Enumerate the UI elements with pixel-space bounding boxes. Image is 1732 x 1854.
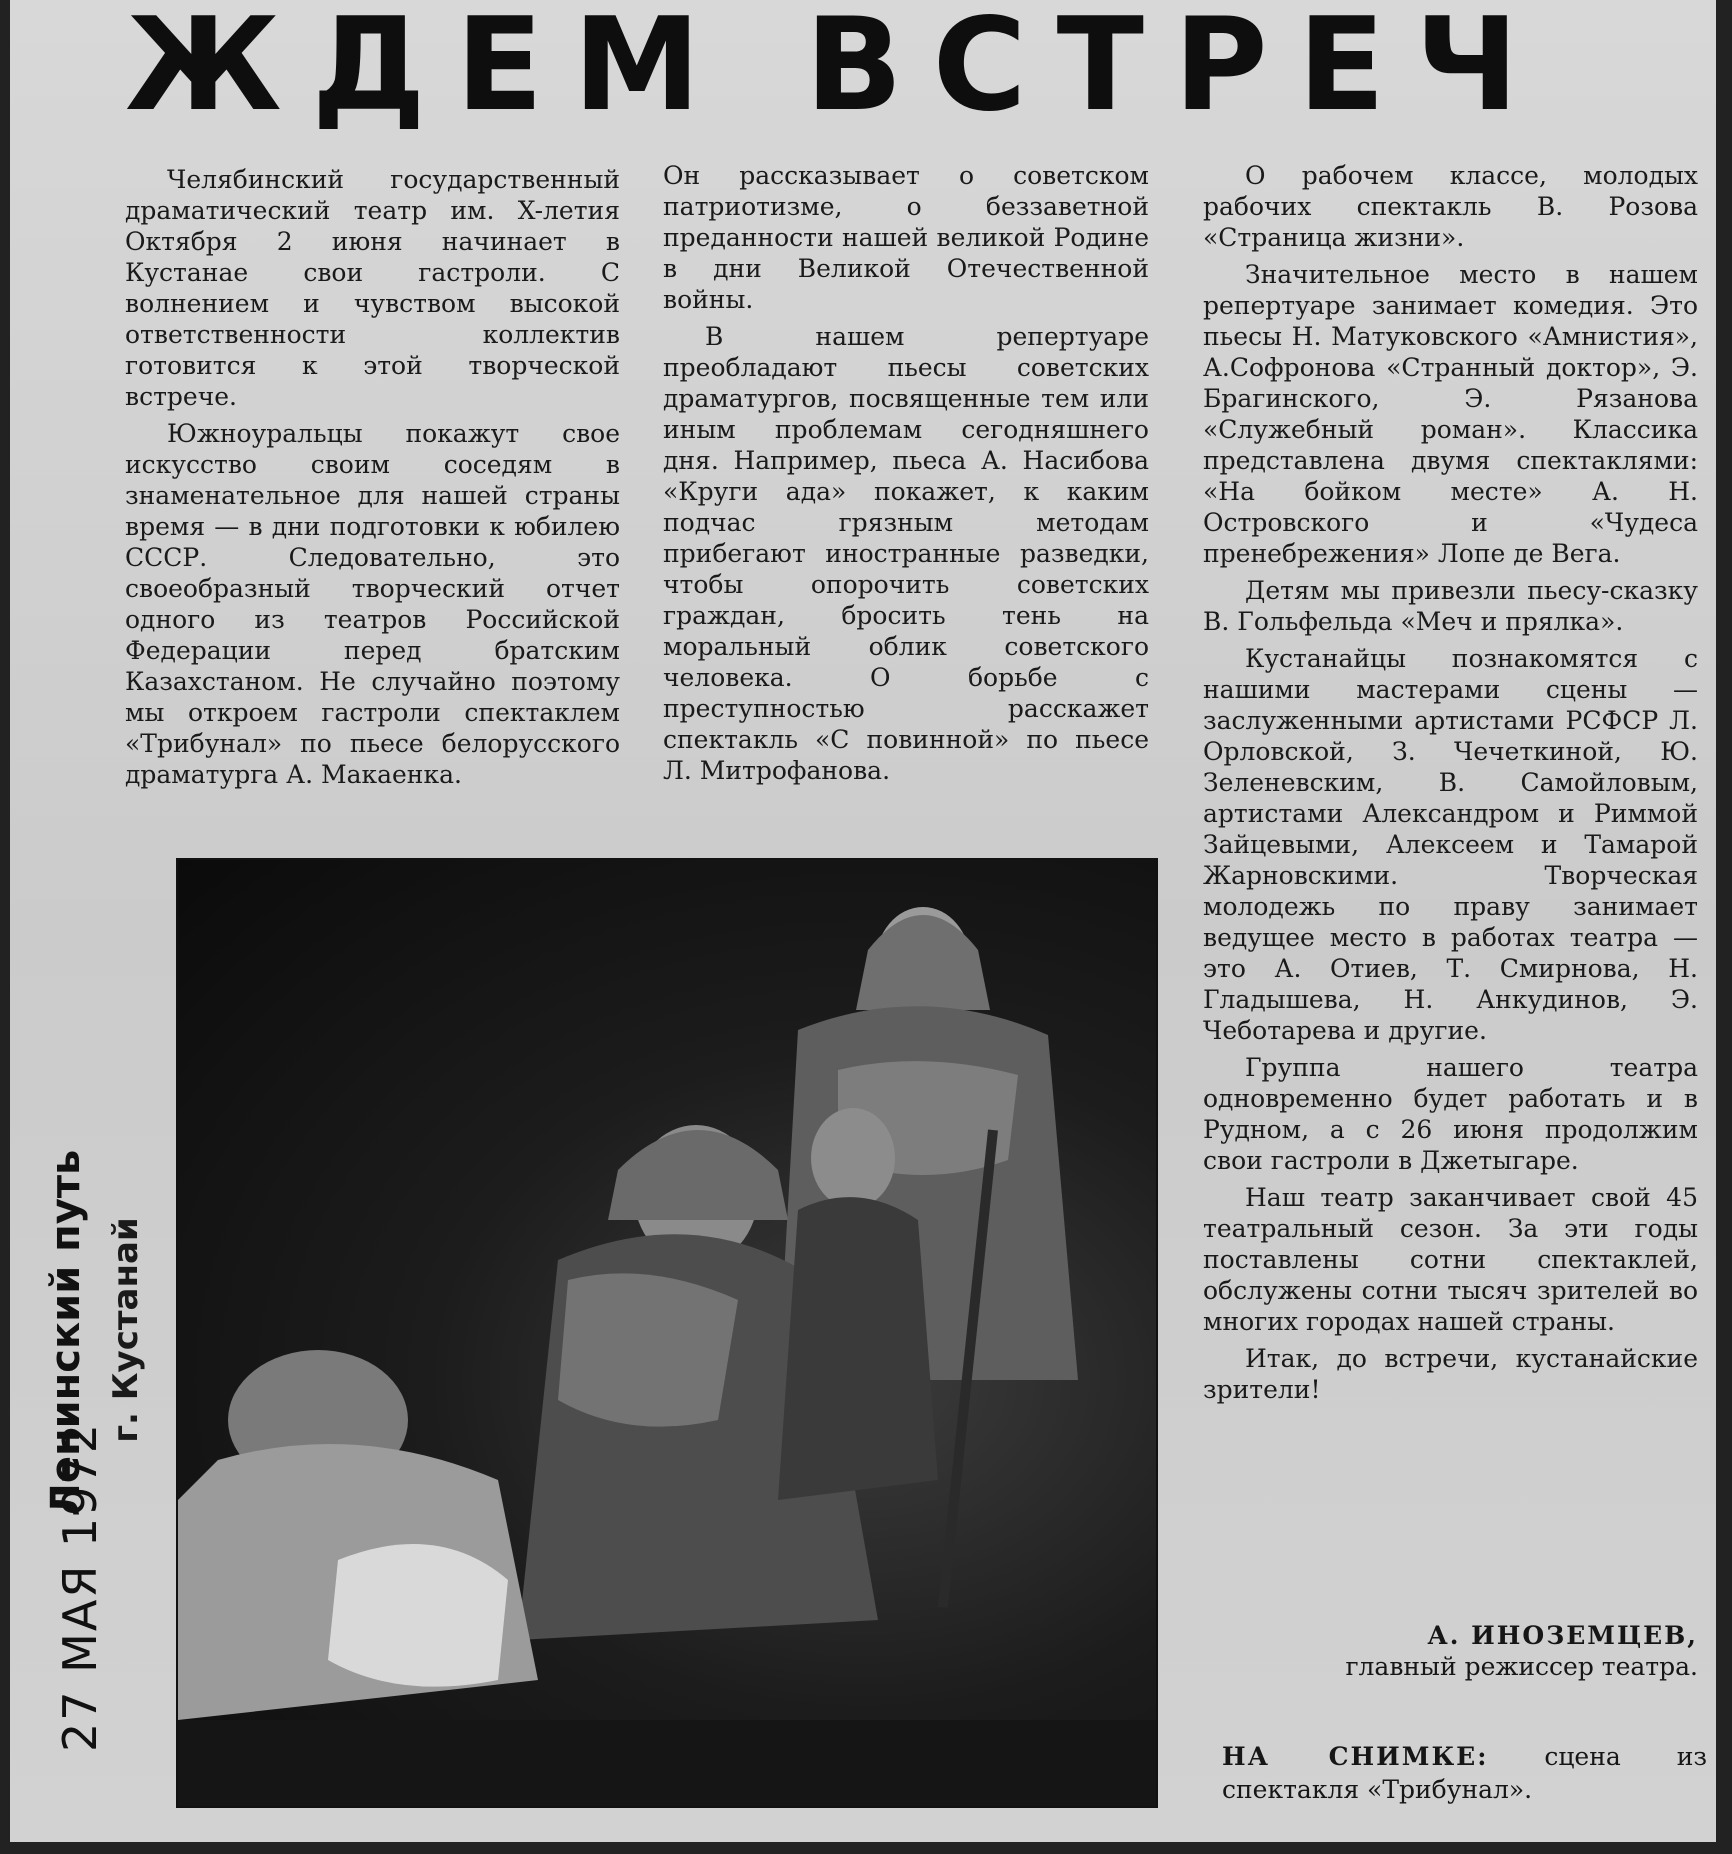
paragraph: Наш театр заканчивает свой 45 театральный сезон. За эти годы поставлены сотни спектаклей, обслужены сотни тысяч зрителей во многих городах нашей страны. [1203, 1183, 1698, 1336]
shawl [558, 1273, 738, 1426]
paragraph: Значительное место в нашем репертуаре занимает комедия. Это пьесы Н. Матуковского «Амнистия», А.Софронова «Странный доктор», Э. Брагинского, Э. Рязанова «Служебный роман». Классика представлена двумя спектаклями: «На бойком месте» А. Н. Островского и «Чудеса пренебрежения» Лопе де Вега. [1203, 260, 1698, 568]
bottom-edge-shadow [0, 1842, 1732, 1854]
date-stamp: 27 МАЯ 1972 [53, 1422, 107, 1752]
stage-floor [178, 1720, 1156, 1806]
photo-caption [1222, 1740, 1707, 1806]
paragraph: В нашем репертуаре преобладают пьесы советских драматургов, посвященные тем или иным проблемам сегодняшнего дня. Например, пьеса А. Насибова «Круги ада» покажет, к каким подчас грязным методам прибегают иностранные разведки, чтобы опорочить советских граждан, бросить тень на моральный облик советского человека. О борьбе с преступностью расскажет спектакль «С повинной» по пьесе Л. Митрофанова. [663, 322, 1149, 785]
article-column-2 [663, 160, 1149, 792]
left-edge-shadow [0, 0, 10, 1854]
paragraph: Итак, до встречи, кустанайские зрители! [1203, 1344, 1698, 1404]
headline: ЖДЕМ ВСТРЕЧ [125, 0, 1549, 140]
headscarf [608, 1130, 788, 1220]
paragraph: О рабочем классе, молодых рабочих спектакль В. Розова «Страница жизни». [1203, 161, 1698, 252]
white-garment [328, 1544, 508, 1687]
article-column-1 [125, 164, 620, 796]
paragraph: Челябинский государственный драматический театр им. X-летия Октября 2 июня начинает в Кустанае свои гастроли. С волнением и чувством высокой ответственности коллектив готовится к этой творческой встрече. [125, 165, 620, 411]
theatre-scene-photo [176, 858, 1158, 1808]
caption-text: сцена из спектакля «Трибунал». [1222, 1742, 1707, 1804]
figure-head [811, 1108, 895, 1208]
paragraph: Детям мы привезли пьесу-сказку В. Гольфельда «Меч и прялка». [1203, 576, 1698, 636]
figure-body [778, 1197, 938, 1500]
caption-lead: НА СНИМКЕ: [1222, 1742, 1489, 1771]
newspaper-name: Ленинский путь [43, 1149, 89, 1517]
paragraph: Группа нашего театра одновременно будет работать и в Рудном, а с 26 июня продолжим свои гастроли в Джетыгаре. [1203, 1053, 1698, 1175]
author-name: А. ИНОЗЕМЦЕВ, [1427, 1621, 1698, 1650]
author-title: главный режиссер театра. [1345, 1652, 1698, 1681]
right-edge-shadow [1716, 0, 1732, 1854]
photo-figures [178, 860, 1156, 1806]
author-signature [1228, 1620, 1698, 1682]
newspaper-city: г. Кустанай [106, 1217, 146, 1443]
paragraph: Кустанайцы познакомятся с нашими мастерами сцены — заслуженными артистами РСФСР Л. Орловской, З. Чечеткиной, Ю. Зеленевским, В. Самойловым, артистами Александром и Риммой Зайцевыми, Алексеем и Тамарой Жарновскими. Творческая молодежь по праву занимает ведущее место в работах театра — это А. Отиев, Т. Смирнова, Н. Гладышева, Н. Анкудинов, Э. Чеботарева и другие. [1203, 644, 1698, 1045]
paragraph: Он рассказывает о советском патриотизме, о беззаветной преданности нашей великой Родине в дни Великой Отечественной войны. [663, 161, 1149, 314]
headscarf [856, 915, 990, 1010]
paragraph: Южноуральцы покажут свое искусство своим соседям в знаменательное для нашей страны время — в дни подготовки к юбилею СССР. Следовательно, это своеобразный творческий отчет одного из театров Российской Федерации перед братским Казахстаном. Не случайно поэтому мы откроем гастроли спектаклем «Трибунал» по пьесе белорусского драматурга А. Макаенка. [125, 419, 620, 789]
article-column-3 [1203, 160, 1698, 1411]
